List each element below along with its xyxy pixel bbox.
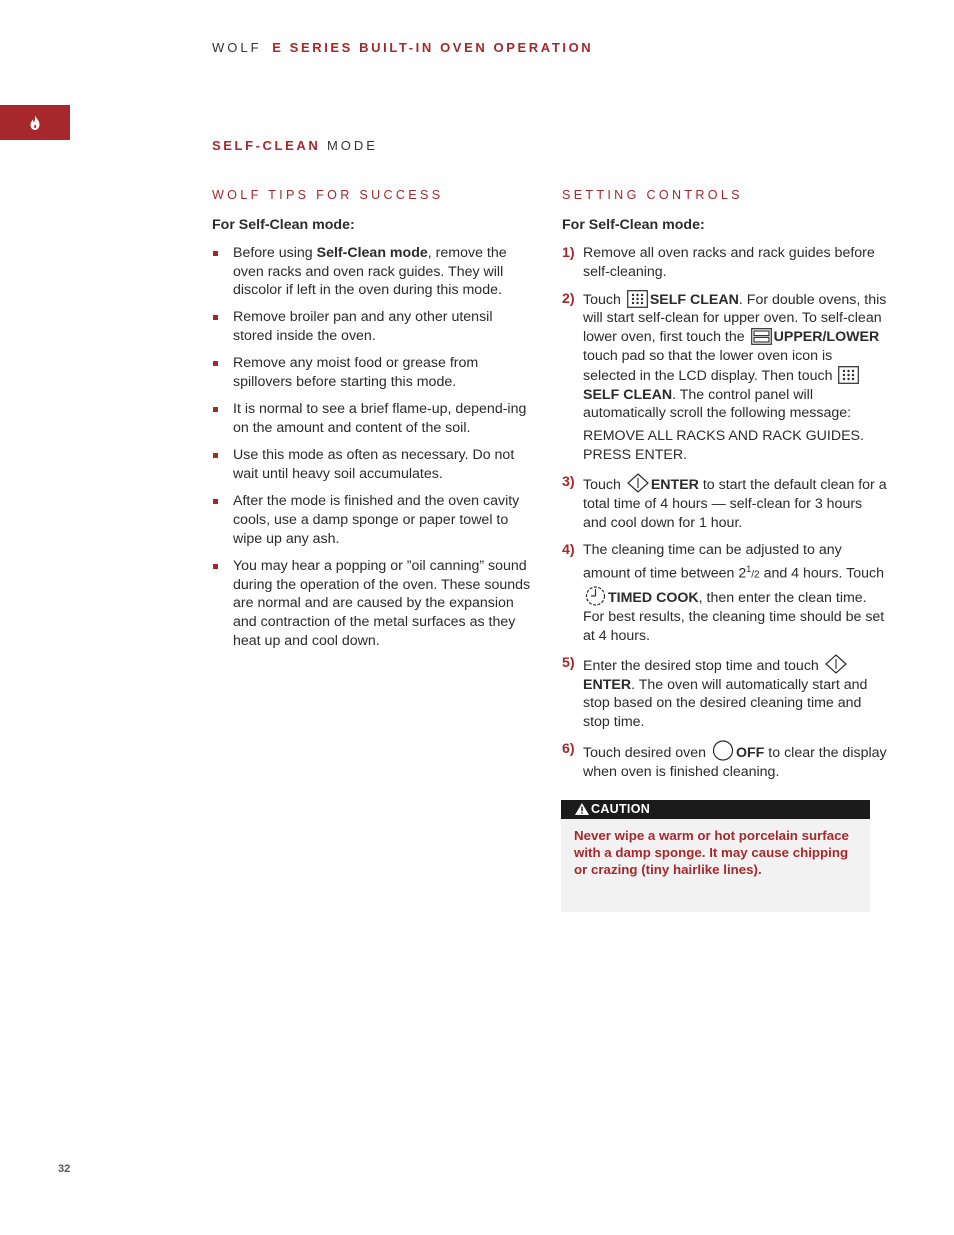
step-item: 4) The cleaning time can be adjusted to any amount of time between $2^1/2$ and 4 hours. Touch TIMED COOK, then enter the clean time. For best results, the cleaning time should be set at 4 hours.: [562, 541, 885, 644]
bullet-icon: [213, 564, 218, 569]
step-item: 2) Touch SELF CLEAN. For double ovens, this will start self-clean for upper oven. To self-clean lower oven, first touch the UPPER/LOWER touch pad so that the lower oven icon is selected in the LCD display. Then touch SELF CLEAN. The control panel will automatically scroll the following message: REMOVE ALL RACKS AND RACK GUIDES. PRESS ENTER.: [562, 290, 887, 464]
bullet-icon: [213, 251, 218, 256]
tip-item: Remove any moist food or grease from spillovers before starting this mode.: [212, 354, 532, 392]
section-title: SELF-CLEAN MODE: [212, 138, 378, 153]
bullet-icon: [213, 453, 218, 458]
caution-text: Never wipe a warm or hot porcelain surface with a damp sponge. It may cause chipping or crazing (tiny hairlike lines).: [574, 828, 849, 877]
header-brand: WOLF: [212, 40, 262, 55]
enter-icon: [825, 654, 847, 674]
steps-list: [562, 244, 887, 782]
upper-lower-icon: [751, 328, 772, 345]
warning-icon: [575, 803, 589, 815]
step-item: 3) Touch ENTER to start the default clean for a total time of 4 hours — self-clean for 3 hours and cool down for 1 hour.: [562, 474, 887, 531]
bullet-icon: [213, 499, 218, 504]
flame-icon: [29, 115, 41, 130]
tips-subheading: For Self-Clean mode:: [212, 217, 355, 233]
tip-item: It is normal to see a brief flame-up, depend-ing on the amount and content of the soil.: [212, 400, 532, 438]
step-item: 5) Enter the desired stop time and touch ENTER. The oven will automatically start and stop based on the desired cleaning time and stop time.: [562, 654, 868, 731]
self-clean-icon: [627, 290, 648, 308]
lcd-message: REMOVE ALL RACKS AND RACK GUIDES. PRESS ENTER.: [583, 428, 864, 464]
bullet-icon: [213, 361, 218, 366]
timed-cook-icon: [585, 585, 606, 606]
bullet-icon: [213, 315, 218, 320]
controls-column: [562, 187, 887, 790]
tip-item: Use this mode as often as necessary. Do not wait until heavy soil accumulates.: [212, 446, 532, 484]
tip-item: After the mode is finished and the oven cavity cools, use a damp sponge or paper towel to wipe up any ash.: [212, 492, 532, 548]
tip-item: Remove broiler pan and any other utensil stored inside the oven.: [212, 308, 532, 346]
tips-list: [212, 244, 532, 651]
controls-subheading: For Self-Clean mode:: [562, 217, 705, 233]
flame-tab: [0, 105, 70, 140]
step-item: 6) Touch desired oven OFF to clear the display when oven is finished cleaning.: [562, 741, 887, 781]
tip-item: You may hear a popping or ”oil canning” sound during the operation of the oven. These sounds are normal and are caused by the expansion and contraction of the metal surfaces as they heat up and cool down.: [212, 557, 532, 651]
tip-item: Before using Self-Clean mode, remove the oven racks and oven rack guides. They will discolor if left in the oven during this mode.: [212, 244, 532, 300]
header-title: E SERIES BUILT-IN OVEN OPERATION: [272, 40, 594, 55]
step-item: 1) Remove all oven racks and rack guides before self-cleaning.: [562, 244, 875, 280]
page-header: [212, 40, 593, 55]
enter-icon: [627, 473, 649, 493]
caution-bar: [561, 800, 870, 819]
caution-label: CAUTION: [591, 802, 651, 816]
self-clean-icon: [838, 366, 859, 384]
tips-heading: WOLF TIPS FOR SUCCESS: [212, 188, 444, 202]
bullet-icon: [213, 407, 218, 412]
off-icon: [712, 740, 734, 761]
controls-heading: SETTING CONTROLS: [562, 188, 743, 202]
tips-column: [212, 187, 532, 659]
page-number: 32: [58, 1163, 71, 1175]
caution-box: [561, 800, 870, 912]
